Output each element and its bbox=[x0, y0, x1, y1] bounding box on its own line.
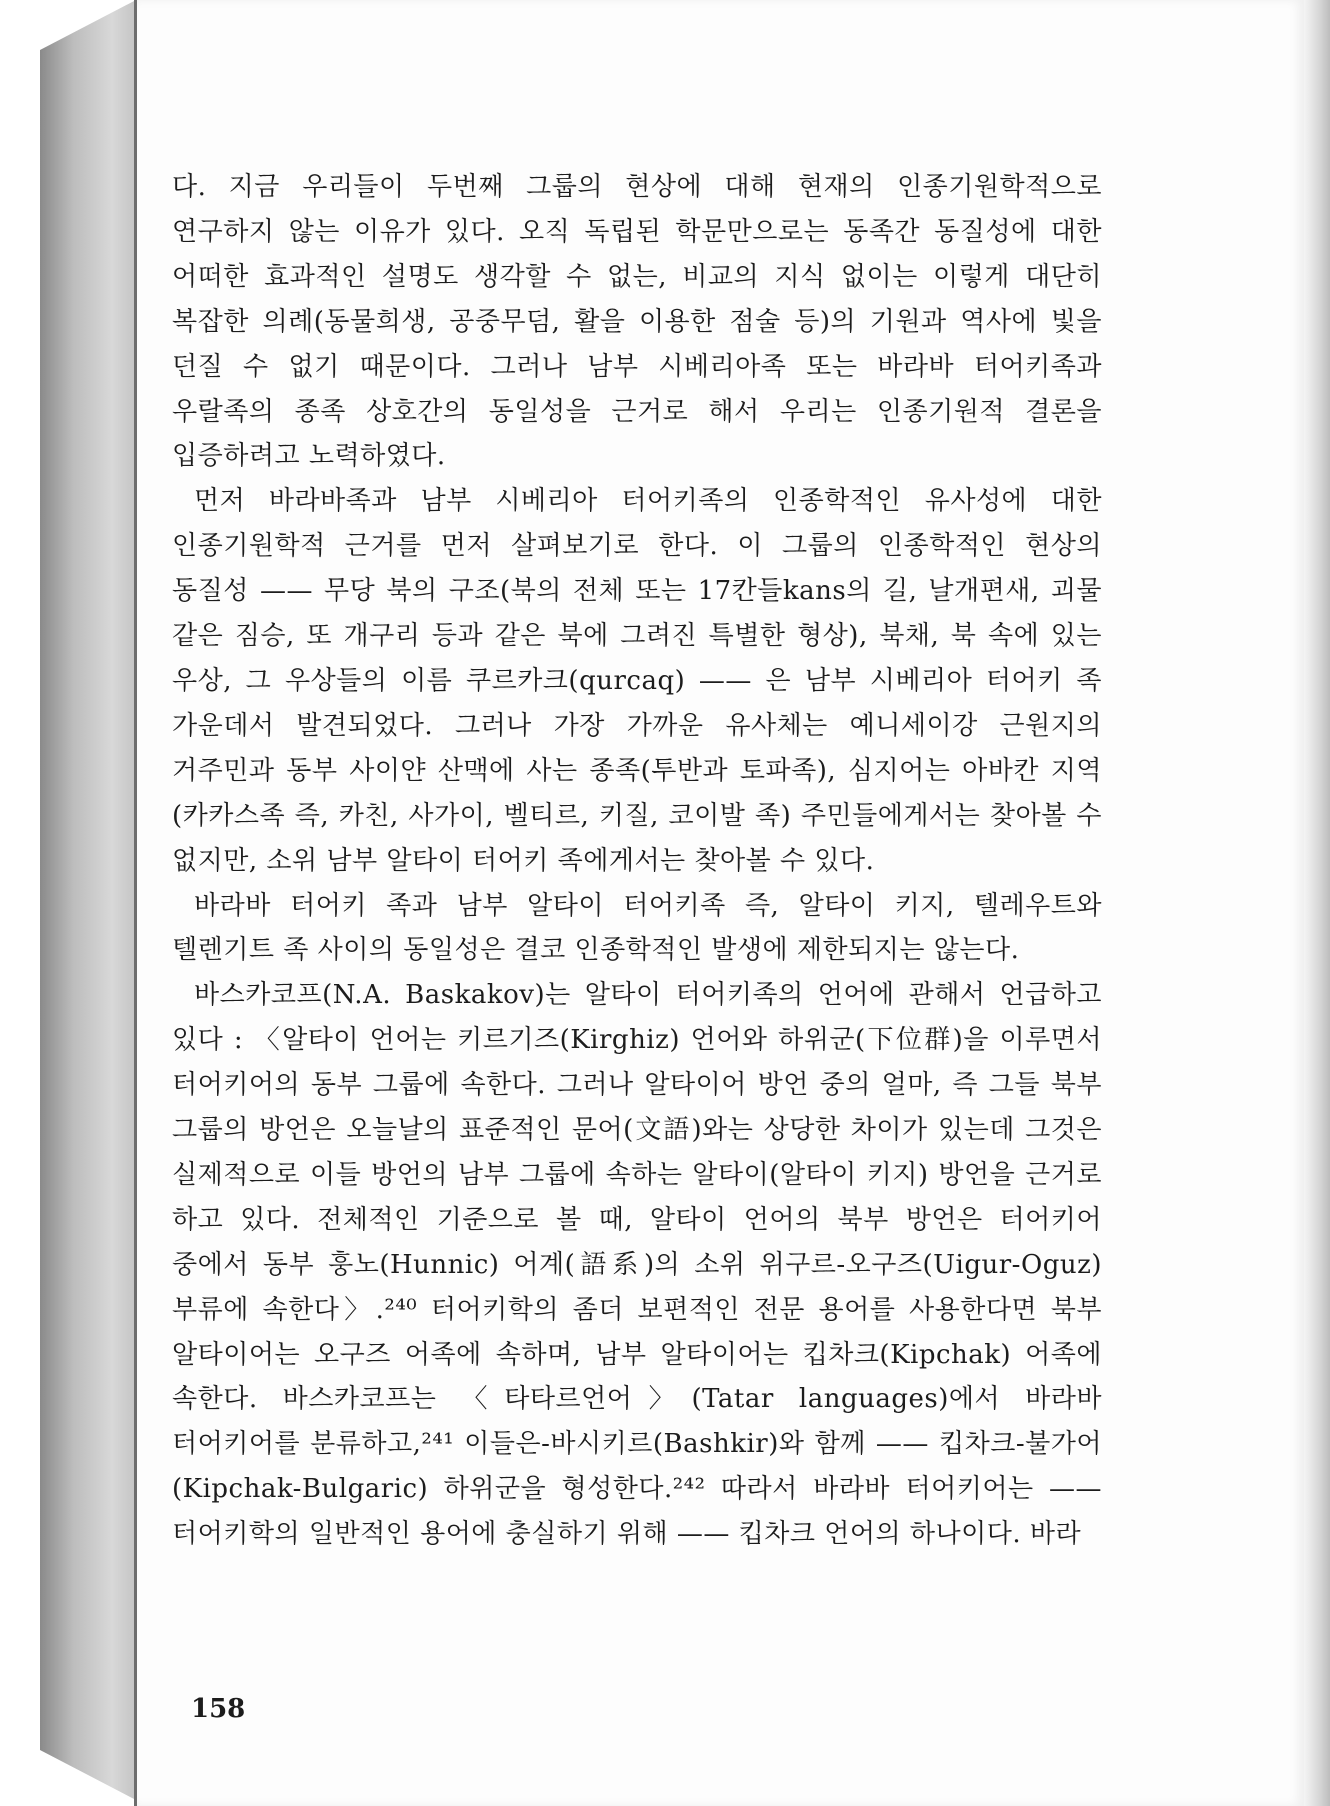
paragraph: 바라바 터어키 족과 남부 알타이 터어키족 즉, 알타이 키지, 텔레우트와 텔렌기트 족 사이의 동일성은 결코 인종학적인 발생에 제한되지는 않는다. bbox=[172, 890, 1102, 966]
paragraph: 다. 지금 우리들이 두번째 그룹의 현상에 대해 현재의 인종기원학적으로 연구하지 않는 이유가 있다. 오직 독립된 학문만으로는 동족간 동질성에 대한 어떠한 효과적인 설명도 생각할 수 없는, 비교의 지식 없이는 이렇게 대단히 복잡한 의례(동물희생, 공중무덤, 활을 이용한 점술 등)의 기원과 역사에 빛을 던질 수 없기 때문이다. 그러나 남부 시베리아족 또는 바라바 터어키족과 우랄족의 종족 상호간의 동일성을 근거로 해서 우리는 인종기원적 결론을 입증하려고 노력하였다. bbox=[172, 172, 1102, 472]
paragraph: 바스카코프(N.A. Baskakov)는 알타이 터어키족의 언어에 관해서 언급하고 있다 : 〈알타이 언어는 키르기즈(Kirghiz) 언어와 하위군(下位群)을 이루면서 터어키어의 동부 그룹에 속한다. 그러나 알타이어 방언 중의 얼마, 즉 그들 북부 그룹의 방언은 오늘날의 표준적인 문어(文語)와는 상당한 차이가 있는데 그것은 실제적으로 이들 방언의 남부 그룹에 속하는 알타이(알타이 키지) 방언을 근거로 하고 있다. 전체적인 기준으로 볼 때, 알타이 언어의 북부 방언은 터어키어 중에서 동부 훙노(Hunnic) 어계(語系)의 소위 위구르-오구즈(Uigur-Oguz) 부류에 속한다〉.²⁴⁰ 터어키학의 좀더 보편적인 전문 용어를 사용한다면 북부 알타이어는 오구즈 어족에 속하며, 남부 알타이어는 킵차크(Kipchak) 어족에 속한다. 바스카코프는 〈타타르언어〉(Tatar languages)에서 바라바 터어키어를 분류하고,²⁴¹ 이들은-바시키르(Bashkir)와 함께 —— 킵차크-불가어(Kipchak-Bulgaric) 하위군을 형성한다.²⁴² 따라서 바라바 터어키어는 —— 터어키학의 일반적인 용어에 충실하기 위해 —— 킵차크 언어의 하나이다. 바라 bbox=[172, 980, 1102, 1550]
paragraph: 먼저 바라바족과 남부 시베리아 터어키족의 인종학적인 유사성에 대한 인종기원학적 근거를 먼저 살펴보기로 한다. 이 그룹의 인종학적인 현상의 동질성 —— 무당 북의 구조(북의 전체 또는 17칸들kans의 길, 날개편새, 괴물 같은 짐승, 또 개구리 등과 같은 북에 그려진 특별한 형상), 북채, 북 속에 있는 우상, 그 우상들의 이름 쿠르카크(qurcaq) —— 은 남부 시베리아 터어키 족 가운데서 발견되었다. 그러나 가장 가까운 유사체는 예니세이강 근원지의 거주민과 동부 사이얀 산맥에 사는 종족(투반과 토파족), 심지어는 아바칸 지역 (카카스족 즉, 카친, 사가이, 벨티르, 키질, 코이발 족) 주민들에게서는 찾아볼 수 없지만, 소위 남부 알타이 터어키 족에게서는 찾아볼 수 있다. bbox=[172, 486, 1102, 876]
page-right-shadow bbox=[1304, 0, 1330, 1806]
page-text-block bbox=[172, 165, 1102, 1557]
page-number: 158 bbox=[191, 1694, 246, 1724]
book-spine bbox=[40, 0, 136, 1800]
